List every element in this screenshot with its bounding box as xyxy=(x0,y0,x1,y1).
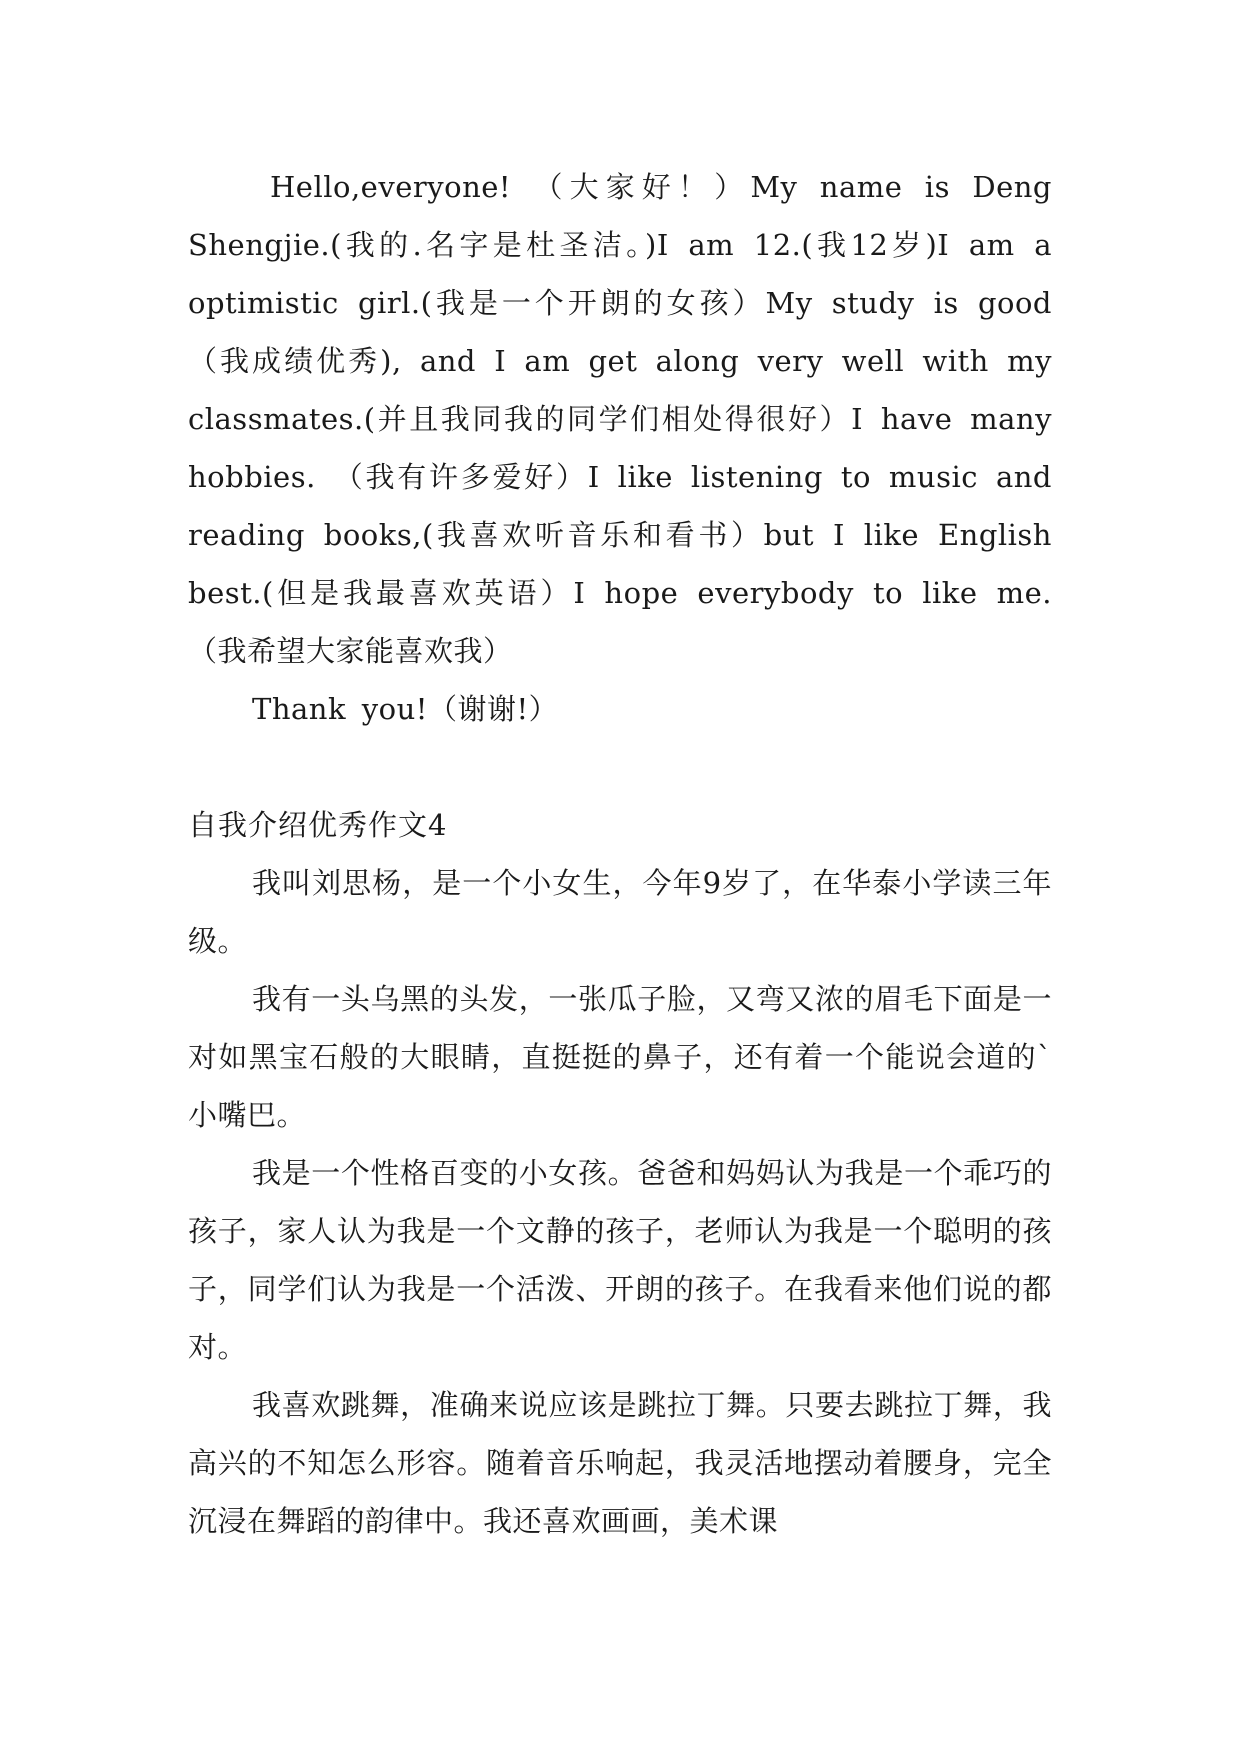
essay-paragraph: 我喜欢跳舞，准确来说应该是跳拉丁舞。只要去跳拉丁舞，我高兴的不知怎么形容。随着音乐响起，我灵活地摆动着腰身，完全沉浸在舞蹈的韵律中。我还喜欢画画，美术课 xyxy=(188,1388,1052,1538)
intro-paragraph-english: Hello,everyone! （大家好！）My name is Deng Shengjie.(我的.名字是杜圣洁。)I am 12.(我12岁)I am a optimistic girl.(我是一个开朗的女孩）My study is good（我成绩优秀), and I am get along very well with my classmates.(并且我同我的同学们相处得很好）I have many hobbies. （我有许多爱好）I like listening to music and reading books,(我喜欢听音乐和看书）but I like English best.(但是我最喜欢英语）I hope everybody to like me.（我希望大家能喜欢我） xyxy=(188,170,1052,668)
essay-paragraph: 我有一头乌黑的头发，一张瓜子脸，又弯又浓的眉毛下面是一对如黑宝石般的大眼睛，直挺挺的鼻子，还有着一个能说会道的`小嘴巴。 xyxy=(188,982,1052,1132)
essay-paragraph: 我叫刘思杨，是一个小女生，今年9岁了，在华泰小学读三年级。 xyxy=(188,866,1052,958)
thank-you-paragraph: Thank you!（谢谢!） xyxy=(252,692,559,726)
document-body xyxy=(188,158,1052,1550)
section-spacer xyxy=(188,738,1052,796)
essay-paragraph: 我是一个性格百变的小女孩。爸爸和妈妈认为我是一个乖巧的孩子，家人认为我是一个文静的孩子，老师认为我是一个聪明的孩子，同学们认为我是一个活泼、开朗的孩子。在我看来他们说的都对。 xyxy=(188,1156,1052,1364)
section-heading: 自我介绍优秀作文4 xyxy=(188,808,448,842)
